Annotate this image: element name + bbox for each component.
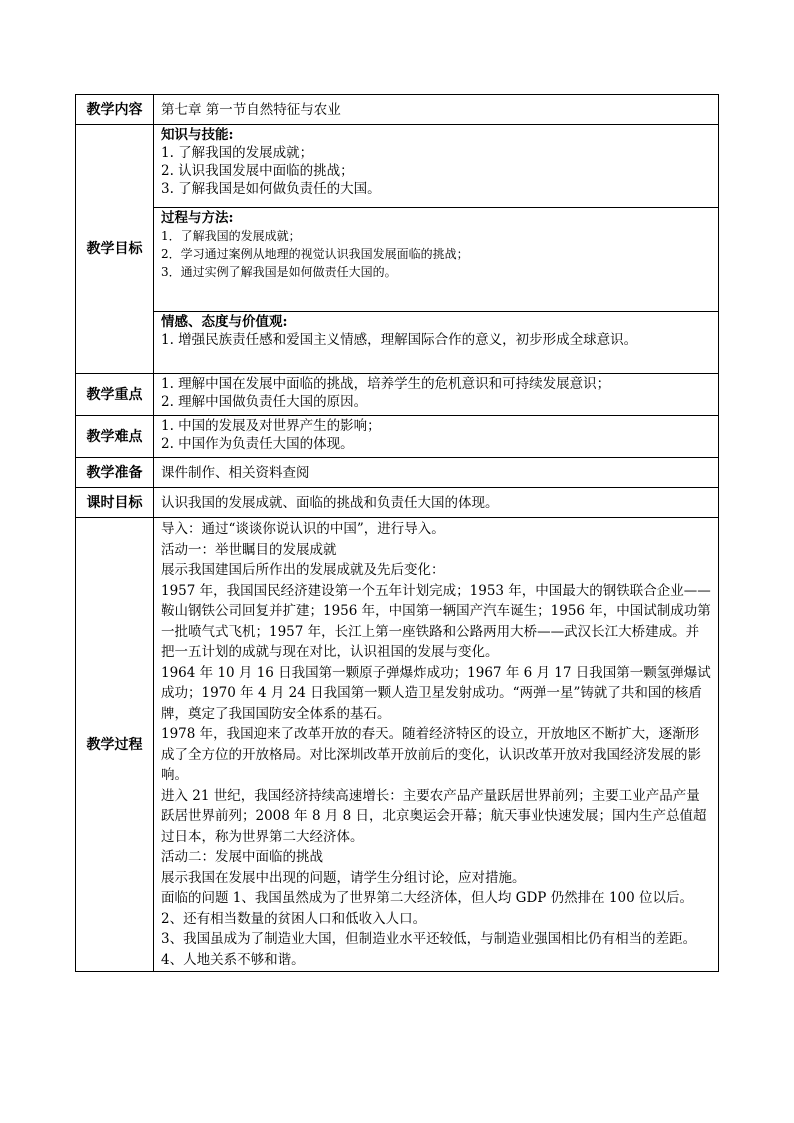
process-method-item: 2．学习通过案例从地理的视觉认识我国发展面临的挑战； bbox=[161, 247, 469, 261]
process-method-title: 过程与方法: bbox=[161, 210, 234, 226]
objectives-knowledge-row bbox=[76, 125, 719, 208]
key-point-item: 2. 理解中国做负责任大国的原因。 bbox=[161, 394, 368, 410]
content-text: 第七章 第一节自然特征与农业 bbox=[154, 95, 719, 125]
preparation-label: 教学准备 bbox=[76, 458, 154, 488]
difficulty-item: 2. 中国作为负责任大国的体现。 bbox=[161, 436, 354, 452]
preparation-text: 课件制作、相关资料查阅 bbox=[154, 458, 719, 488]
knowledge-title: 知识与技能: bbox=[161, 127, 234, 143]
process-paragraph: 1957 年，我国国民经济建设第一个五年计划完成；1953 年，中国最大的钢铁联合企业——鞍山钢铁公司回复并扩建；1956 年，中国第一辆国产汽车诞生；1956 年，中国试制成功第一批喷气式飞机；1957 年，长江上第一座铁路和公路两用大桥——武汉长江大桥建成。并把一五计划的成就与现在对比，认识祖国的发展与变化。 bbox=[161, 582, 711, 660]
objectives-process-row bbox=[76, 208, 719, 312]
lesson-goal-row bbox=[76, 488, 719, 518]
objectives-label: 教学目标 bbox=[76, 125, 154, 374]
process-paragraph: 面临的问题 1、我国虽然成为了世界第二大经济体，但人均 GDP 仍然排在 100 位以后。 bbox=[161, 890, 694, 906]
key-point-item: 1. 理解中国在发展中面临的挑战，培养学生的危机意识和可持续发展意识； bbox=[161, 376, 611, 392]
difficulty-item: 1. 中国的发展及对世界产生的影响； bbox=[161, 418, 381, 434]
process-method-item: 1．了解我国的发展成就； bbox=[161, 229, 301, 243]
emotion-item: 1. 增强民族责任感和爱国主义情感，理解国际合作的意义，初步形成全球意识。 bbox=[161, 332, 638, 348]
lesson-goal-label: 课时目标 bbox=[76, 488, 154, 518]
process-paragraph: 进入 21 世纪，我国经济持续高速增长：主要农产品产量跃居世界前列；主要工业产品产量跃居世界前列；2008 年 8 月 8 日，北京奥运会开幕；航天事业快速发展；国内生产总值超过日本，称为世界第二大经济体。 bbox=[161, 787, 707, 845]
process-paragraph: 展示我国在发展中出现的问题，请学生分组讨论，应对措施。 bbox=[161, 869, 526, 886]
process-method-item: 3．通过实例了解我国是如何做责任大国的。 bbox=[161, 265, 397, 279]
content-label: 教学内容 bbox=[76, 95, 154, 125]
objectives-emotion-row bbox=[76, 312, 719, 374]
lesson-goal-text: 认识我国的发展成就、面临的挑战和负责任大国的体现。 bbox=[154, 488, 719, 518]
preparation-row bbox=[76, 458, 719, 488]
process-paragraph: 2、还有相当数量的贫困人口和低收入人口。 bbox=[161, 910, 427, 927]
difficulties-cell bbox=[154, 416, 719, 458]
key-points-label: 教学重点 bbox=[76, 374, 154, 416]
teaching-process-row bbox=[76, 518, 719, 972]
process-paragraph: 展示我国建国后所作出的发展成就及先后变化： bbox=[161, 562, 445, 578]
content-row bbox=[76, 95, 719, 125]
knowledge-item: 3. 了解我国是如何做负责任的大国。 bbox=[161, 181, 381, 197]
knowledge-item: 1. 了解我国的发展成就； bbox=[161, 145, 314, 161]
difficulties-row bbox=[76, 416, 719, 458]
knowledge-item: 2. 认识我国发展中面临的挑战； bbox=[161, 163, 354, 179]
key-points-row bbox=[76, 374, 719, 416]
key-points-cell bbox=[154, 374, 719, 416]
process-method-cell bbox=[154, 208, 719, 312]
emotion-cell bbox=[154, 312, 719, 374]
process-paragraph: 3、我国虽成为了制造业大国，但制造业水平还较低，与制造业强国相比仍有相当的差距。 bbox=[161, 931, 697, 947]
lesson-plan-table bbox=[75, 94, 719, 972]
process-paragraph: 活动二：发展中面临的挑战 bbox=[161, 849, 323, 865]
difficulties-label: 教学难点 bbox=[76, 416, 154, 458]
process-paragraph: 1964 年 10 月 16 日我国第一颗原子弹爆炸成功；1967 年 6 月 17 日我国第一颗氢弹爆试成功；1970 年 4 月 24 日我国第一颗人造卫星发射成功。“两弹一星”铸就了共和国的核盾牌，奠定了我国国防安全体系的基石。 bbox=[161, 664, 711, 722]
process-paragraph: 4、人地关系不够和谐。 bbox=[161, 951, 305, 968]
teaching-process-cell bbox=[154, 518, 719, 972]
emotion-title: 情感、态度与价值观: bbox=[161, 314, 288, 330]
knowledge-cell bbox=[154, 125, 719, 208]
process-paragraph: 导入：通过“谈谈你说认识的中国”，进行导入。 bbox=[161, 521, 445, 537]
process-paragraph: 活动一：举世瞩目的发展成就 bbox=[161, 541, 337, 558]
process-paragraph: 1978 年，我国迎来了改革开放的春天。随着经济特区的设立，开放地区不断扩大，逐渐形成了全方位的开放格局。对比深圳改革开放前后的变化，认识改革开放对我国经济发展的影响。 bbox=[161, 726, 701, 783]
teaching-process-label: 教学过程 bbox=[76, 518, 154, 972]
